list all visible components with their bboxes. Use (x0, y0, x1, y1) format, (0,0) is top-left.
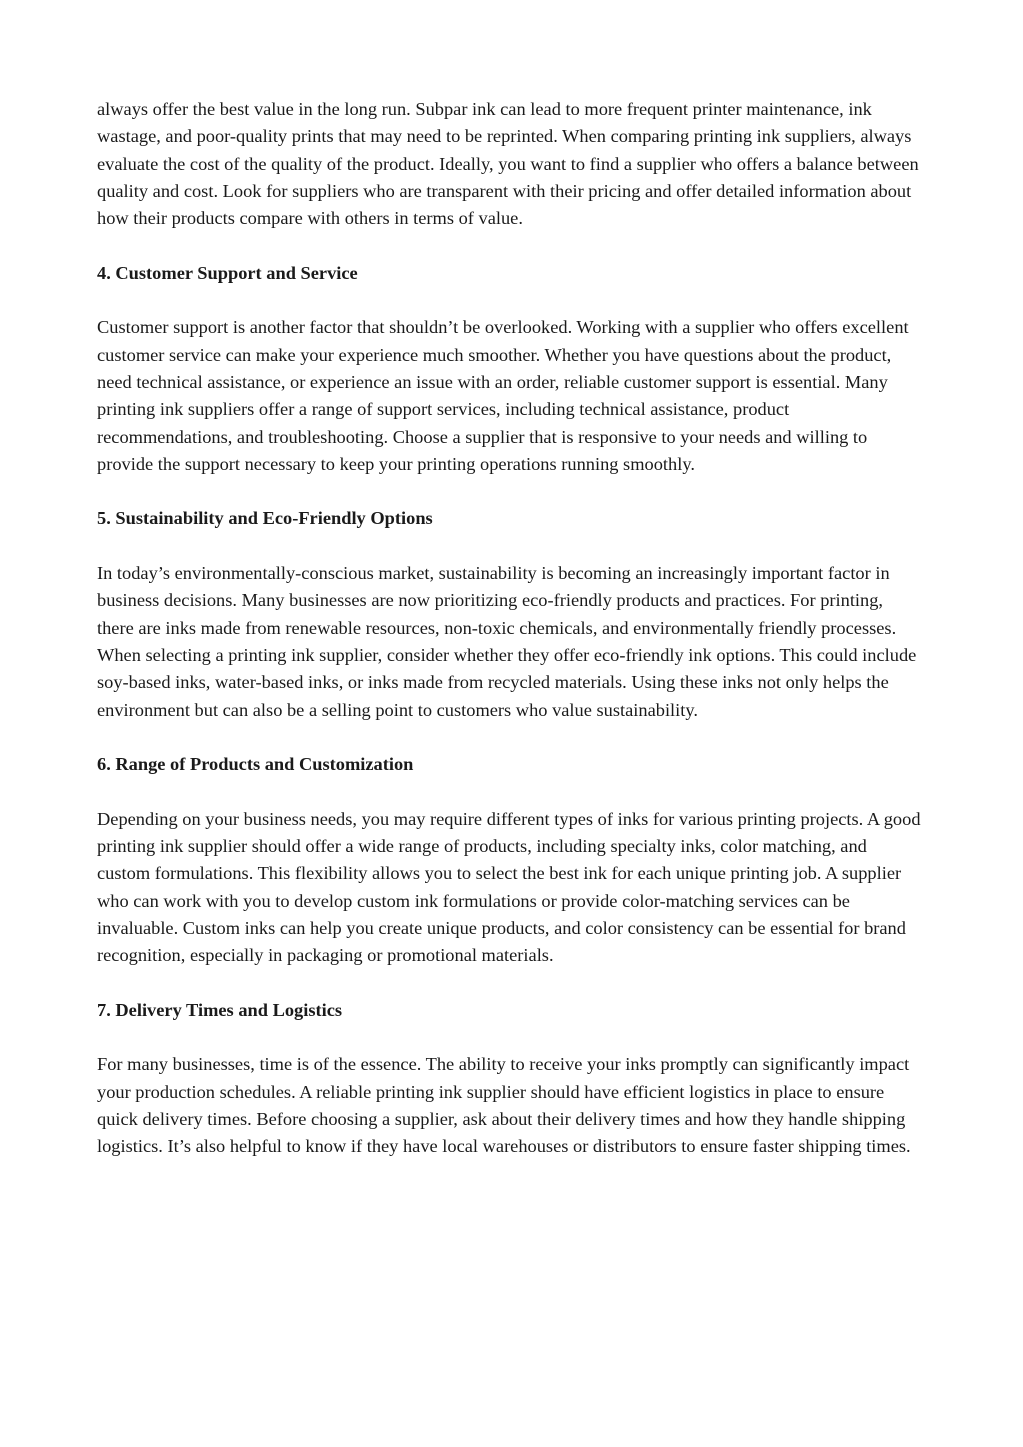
section-heading-delivery-times: 7. Delivery Times and Logistics (97, 999, 343, 1020)
section-heading-customer-support: 4. Customer Support and Service (97, 262, 358, 283)
section-paragraph-range-of-products: Depending on your business needs, you may require different types of inks for various printing projects. A good printing ink supplier should offer a wide range of products, including specialty inks, color matching, and custom formulations. This flexibility allows you to select the best ink for each unique printing job. A supplier who can work with you to develop custom ink formulations or provide color-matching services can be invaluable. Custom inks can help you create unique products, and color consistency can be essential for brand recognition, especially in packaging or promotional materials. (97, 808, 921, 966)
section-heading-range-of-products: 6. Range of Products and Customization (97, 754, 414, 775)
section-paragraph-delivery-times: For many businesses, time is of the essence. The ability to receive your inks promptly can significantly impact your production schedules. A reliable printing ink supplier should have efficient logistics in place to ensure quick delivery times. Before choosing a supplier, ask about their delivery times and how they handle shipping logistics. It’s also helpful to know if they have local warehouses or distributors to ensure faster shipping times. (97, 1054, 911, 1157)
section-heading-sustainability: 5. Sustainability and Eco-Friendly Options (97, 508, 433, 529)
section-paragraph-customer-support: Customer support is another factor that shouldn’t be overlooked. Working with a supplier who offers excellent customer service can make your experience much smoother. Whether you have questions about the product, need technical assistance, or experience an issue with an order, reliable customer support is essential. Many printing ink suppliers offer a range of support services, including technical assistance, product recommendations, and troubleshooting. Choose a supplier that is responsive to your needs and willing to provide the support necessary to keep your printing operations running smoothly. (97, 317, 909, 474)
intro-paragraph: always offer the best value in the long run. Subpar ink can lead to more frequent printer maintenance, ink wastage, and poor-quality prints that may need to be reprinted. When comparing printing ink suppliers, always evaluate the cost of the quality of the product. Ideally, you want to find a supplier who offers a balance between quality and cost. Look for suppliers who are transparent with their pricing and offer detailed information about how their products compare with others in terms of value. (97, 99, 919, 229)
document-body (97, 96, 923, 1161)
section-paragraph-sustainability: In today’s environmentally-conscious market, sustainability is becoming an increasingly important factor in business decisions. Many businesses are now prioritizing eco-friendly products and practices. For printing, there are inks made from renewable resources, non-toxic chemicals, and environmentally friendly processes. When selecting a printing ink supplier, consider whether they offer eco-friendly ink options. This could include soy-based inks, water-based inks, or inks made from recycled materials. Using these inks not only helps the environment but can also be a selling point to customers who value sustainability. (97, 563, 917, 720)
